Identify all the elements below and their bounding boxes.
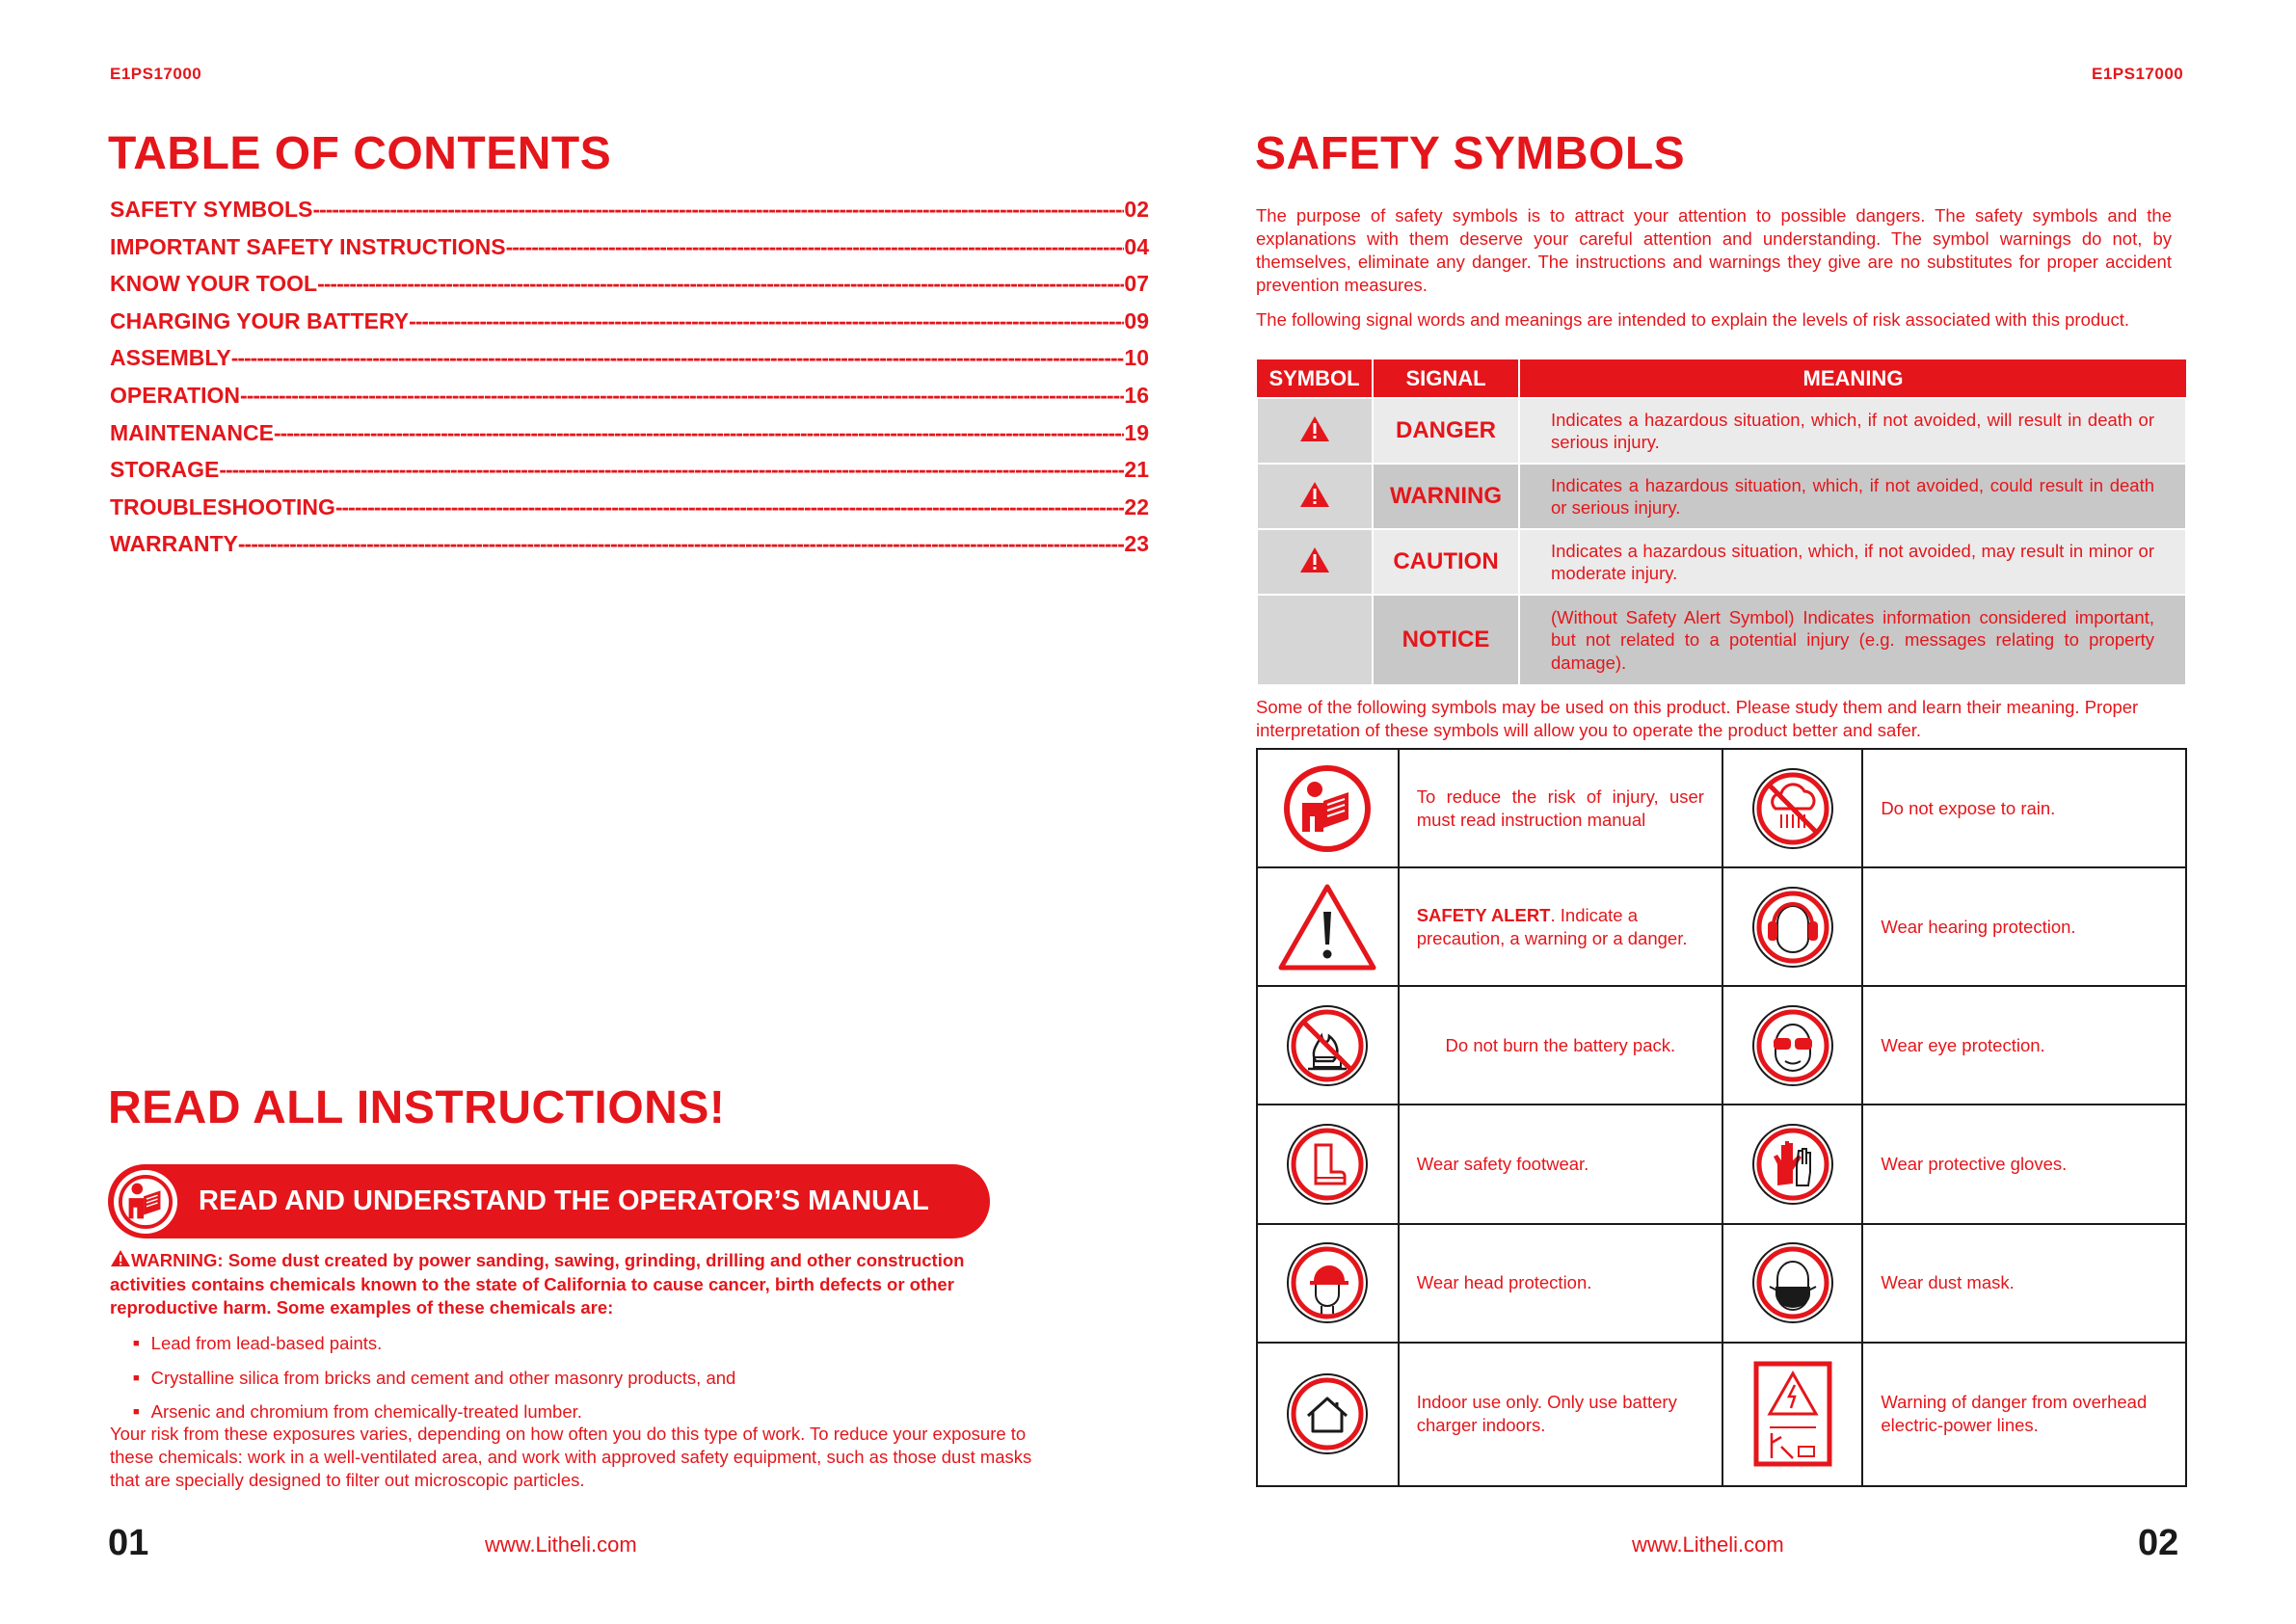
symbol-description: Wear dust mask. bbox=[1862, 1224, 2186, 1343]
read-manual-icon bbox=[1257, 749, 1399, 867]
toc-entry-page: 02 bbox=[1124, 197, 1149, 222]
signal-word: DANGER bbox=[1373, 398, 1519, 464]
toc-entry[interactable] bbox=[110, 531, 1149, 569]
toc-entry[interactable] bbox=[110, 420, 1149, 458]
toc-entry-page: 23 bbox=[1124, 531, 1149, 557]
website-link-left[interactable]: www.Litheli.com bbox=[485, 1532, 637, 1557]
no-rain-icon bbox=[1722, 749, 1862, 867]
signal-meaning: (Without Safety Alert Symbol) Indicates information considered important, but not related to a potential injury (e.g. messages relating to property damage). bbox=[1519, 595, 2186, 685]
toc-entry-page: 21 bbox=[1124, 457, 1149, 483]
document-code-left: E1PS17000 bbox=[110, 65, 202, 83]
symbol-description: Do not burn the battery pack. bbox=[1399, 986, 1722, 1105]
table-header-row bbox=[1257, 359, 2186, 398]
symbol-description: Wear eye protection. bbox=[1862, 986, 2186, 1105]
safety-alert-icon bbox=[1257, 464, 1373, 529]
toc-entry-page: 04 bbox=[1124, 233, 1149, 259]
toc-entry[interactable] bbox=[110, 457, 1149, 494]
safety-alert-icon bbox=[1257, 867, 1399, 986]
hearing-protection-icon bbox=[1722, 867, 1862, 986]
safety-footwear-icon bbox=[1257, 1105, 1399, 1223]
eye-protection-icon bbox=[1722, 986, 1862, 1105]
toc-entry-label: STORAGE bbox=[110, 457, 220, 483]
list-item: ■ Crystalline silica from bricks and cement and other masonry products, and bbox=[133, 1363, 735, 1398]
toc-entry-page: 10 bbox=[1124, 345, 1149, 371]
banner-label: READ AND UNDERSTAND THE OPERATOR’S MANUAL bbox=[199, 1185, 929, 1216]
table-row bbox=[1257, 398, 2186, 464]
symbol-description: Indoor use only. Only use battery charger indoors. bbox=[1399, 1343, 1722, 1486]
toc-leader bbox=[317, 271, 1124, 297]
chemical-list bbox=[133, 1328, 735, 1431]
toc-entry-label: WARRANTY bbox=[110, 531, 238, 557]
symbol-description: Wear head protection. bbox=[1399, 1224, 1722, 1343]
toc-entry-page: 09 bbox=[1124, 307, 1149, 333]
website-link-right[interactable]: www.Litheli.com bbox=[1632, 1532, 1784, 1557]
toc-leader bbox=[335, 494, 1125, 520]
signal-meaning: Indicates a hazardous situation, which, if not avoided, will result in death or serious injury. bbox=[1519, 398, 2186, 464]
column-header: SIGNAL bbox=[1373, 359, 1519, 398]
toc-leader bbox=[238, 531, 1125, 557]
toc-entry[interactable] bbox=[110, 494, 1149, 532]
safety-alert-label: SAFETY ALERT bbox=[1416, 904, 1551, 925]
risk-paragraph: Your risk from these exposures varies, depending on how often you do this type of work. To reduce your exposure to these chemicals: work in a well-ventilated area, and work with approved safety equipment, such as those dust masks that are specially designed to filter out microscopic particles. bbox=[110, 1424, 1032, 1490]
toc-entry-label: KNOW YOUR TOOL bbox=[110, 271, 318, 297]
table-row bbox=[1257, 1105, 2186, 1223]
toc-entry[interactable] bbox=[110, 234, 1149, 272]
warning-text: Some dust created by power sanding, sawing, grinding, drilling and other construction activities contains chemicals known to the state of California to cause cancer, birth defects or other reproductive harm. Some examples of these chemicals are: bbox=[110, 1250, 965, 1318]
toc-entry-label: IMPORTANT SAFETY INSTRUCTIONS bbox=[110, 233, 506, 259]
no-burn-battery-icon bbox=[1257, 986, 1399, 1105]
read-all-title: READ ALL INSTRUCTIONS! bbox=[108, 1082, 726, 1133]
head-protection-icon bbox=[1257, 1224, 1399, 1343]
table-row bbox=[1257, 749, 2186, 867]
signal-meaning: Indicates a hazardous situation, which, if not avoided, could result in death or serious injury. bbox=[1519, 464, 2186, 529]
symbol-description: Wear protective gloves. bbox=[1862, 1105, 2186, 1223]
document-code-right: E1PS17000 bbox=[2092, 65, 2184, 83]
table-row bbox=[1257, 529, 2186, 595]
signal-meaning: Indicates a hazardous situation, which, if not avoided, may result in minor or moderate injury. bbox=[1519, 529, 2186, 595]
intro-paragraph: The purpose of safety symbols is to attract your attention to possible dangers. The safety symbols and the explanations with them deserve your careful attention and understanding. The symbol warnings do not, by themselves, eliminate any danger. The instructions and warnings they give are no substitutes for proper accident prevention measures. bbox=[1256, 205, 2172, 295]
toc-leader bbox=[240, 383, 1124, 409]
empty-symbol-cell bbox=[1257, 595, 1373, 685]
table-row bbox=[1257, 464, 2186, 529]
column-header: SYMBOL bbox=[1257, 359, 1373, 398]
overhead-power-lines-icon bbox=[1722, 1343, 1862, 1486]
toc-entry[interactable] bbox=[110, 383, 1149, 420]
symbols-grid bbox=[1256, 748, 2187, 1487]
toc-entry[interactable] bbox=[110, 308, 1149, 346]
toc-entry-label: OPERATION bbox=[110, 382, 241, 408]
table-row bbox=[1257, 986, 2186, 1105]
california-warning bbox=[110, 1249, 1045, 1320]
toc-leader bbox=[312, 197, 1124, 223]
toc-leader bbox=[274, 420, 1124, 446]
read-manual-banner bbox=[108, 1164, 990, 1238]
table-row bbox=[1257, 867, 2186, 986]
symbol-description: Warning of danger from overhead electric-power lines. bbox=[1862, 1343, 2186, 1486]
toc-entry-page: 19 bbox=[1124, 419, 1149, 445]
toc-entry[interactable] bbox=[110, 197, 1149, 234]
toc-entry-label: ASSEMBLY bbox=[110, 345, 231, 371]
table-of-contents bbox=[110, 197, 1149, 569]
symbol-description: Do not expose to rain. bbox=[1862, 749, 2186, 867]
list-item: ■ Arsenic and chromium from chemically-treated lumber. bbox=[133, 1397, 735, 1431]
signal-word: WARNING bbox=[1373, 464, 1519, 529]
safety-symbols-title: SAFETY SYMBOLS bbox=[1255, 128, 1686, 179]
read-manual-icon bbox=[114, 1170, 177, 1234]
symbol-description: To reduce the risk of injury, user must read instruction manual bbox=[1399, 749, 1722, 867]
safety-alert-icon bbox=[1257, 398, 1373, 464]
toc-leader bbox=[231, 345, 1125, 371]
signal-word: NOTICE bbox=[1373, 595, 1519, 685]
protective-gloves-icon bbox=[1722, 1105, 1862, 1223]
symbols-intro-paragraph: Some of the following symbols may be used on this product. Please study them and learn their meaning. Proper interpretation of these symbols will allow you to operate the product better and safer. bbox=[1256, 697, 2139, 740]
table-row bbox=[1257, 1343, 2186, 1486]
dust-mask-icon bbox=[1722, 1224, 1862, 1343]
warning-label: WARNING: bbox=[131, 1250, 224, 1270]
signal-word-table bbox=[1256, 359, 2187, 686]
page-number-left: 01 bbox=[108, 1523, 149, 1563]
table-row bbox=[1257, 595, 2186, 685]
toc-entry-label: TROUBLESHOOTING bbox=[110, 493, 335, 519]
safety-alert-icon bbox=[1257, 529, 1373, 595]
toc-entry[interactable] bbox=[110, 345, 1149, 383]
symbol-description: Wear hearing protection. bbox=[1862, 867, 2186, 986]
indoor-use-icon bbox=[1257, 1343, 1399, 1486]
toc-leader bbox=[409, 308, 1124, 334]
column-header: MEANING bbox=[1519, 359, 2186, 398]
warning-triangle-icon bbox=[110, 1249, 131, 1267]
toc-entry-label: SAFETY SYMBOLS bbox=[110, 197, 313, 222]
toc-entry[interactable] bbox=[110, 271, 1149, 308]
signal-intro-paragraph: The following signal words and meanings are intended to explain the levels of risk associated with this product. bbox=[1256, 309, 2129, 330]
toc-entry-label: MAINTENANCE bbox=[110, 419, 274, 445]
toc-entry-page: 16 bbox=[1124, 382, 1149, 408]
toc-entry-label: CHARGING YOUR BATTERY bbox=[110, 307, 410, 333]
toc-title: TABLE OF CONTENTS bbox=[108, 128, 612, 179]
toc-leader bbox=[219, 457, 1124, 483]
page-number-right: 02 bbox=[2138, 1523, 2179, 1563]
list-item: ■ Lead from lead-based paints. bbox=[133, 1328, 735, 1363]
toc-leader bbox=[506, 234, 1125, 260]
signal-word: CAUTION bbox=[1373, 529, 1519, 595]
table-row bbox=[1257, 1224, 2186, 1343]
toc-entry-page: 07 bbox=[1124, 271, 1149, 297]
symbol-description: SAFETY ALERT. Indicate a precaution, a warning or a danger. bbox=[1399, 867, 1722, 986]
symbol-description: Wear safety footwear. bbox=[1399, 1105, 1722, 1223]
toc-entry-page: 22 bbox=[1124, 493, 1149, 519]
